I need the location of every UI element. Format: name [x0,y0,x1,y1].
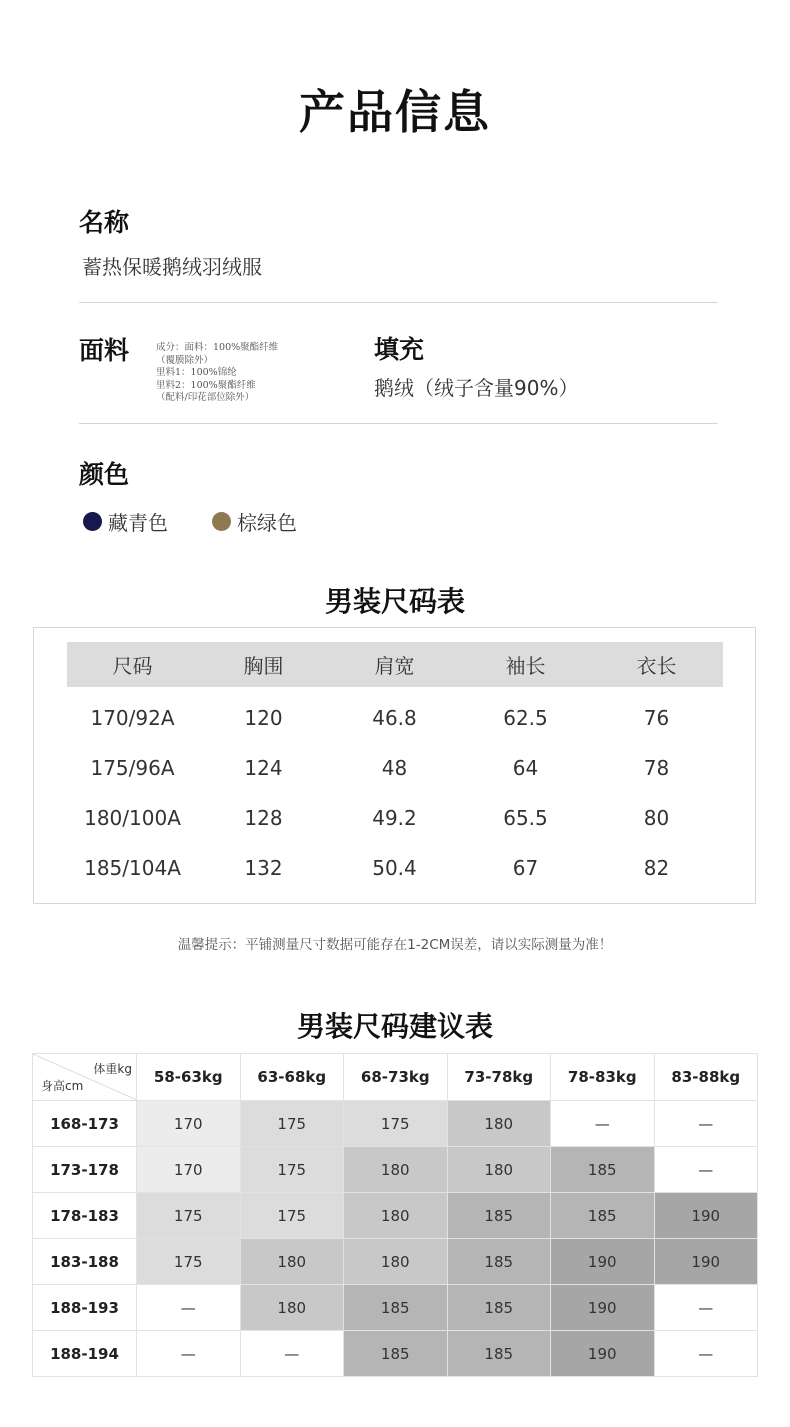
weight-header: 58-63kg [137,1054,241,1101]
size-cell: 185 [447,1285,551,1331]
size-cell: 185 [447,1239,551,1285]
table-row [67,743,723,793]
header-cell: 袖长 [505,654,546,678]
size-cell: — [654,1101,758,1147]
size-recommend-title: 男装尺码建议表 [296,1010,493,1043]
size-cell: — [551,1101,655,1147]
weight-header: 83-88kg [654,1054,758,1101]
size-cell: 190 [654,1239,758,1285]
color-swatch-brown-green [212,512,231,531]
height-axis-label: 身高cm [41,1079,84,1093]
table-cell: 124 [244,756,283,780]
corner-cell [33,1054,137,1101]
page-title: 产品信息 [299,85,491,139]
height-header: 173-178 [33,1147,137,1193]
size-cell: — [654,1147,758,1193]
size-cell: 175 [240,1147,344,1193]
filling-label: 填充 [374,335,425,364]
height-header: 183-188 [33,1239,137,1285]
table-cell: 82 [643,856,670,880]
table-row [33,1285,758,1331]
table-cell: 185/104A [84,856,181,880]
header-cell: 胸围 [243,654,284,678]
size-recommend-table [32,1053,758,1377]
table-row [67,843,723,893]
weight-axis-label: 体重kg [93,1062,132,1076]
table-cell: 120 [244,706,283,730]
table-row [33,1147,758,1193]
table-cell: 62.5 [503,706,548,730]
size-cell: 180 [447,1147,551,1193]
size-cell: 185 [551,1147,655,1193]
table-cell: 50.4 [372,856,417,880]
header-cell: 衣长 [636,654,677,678]
table-cell: 46.8 [372,706,417,730]
name-label: 名称 [79,208,130,237]
weight-header: 63-68kg [240,1054,344,1101]
height-header: 168-173 [33,1101,137,1147]
color-list [83,507,341,536]
table-cell: 76 [643,706,670,730]
size-cell: — [654,1285,758,1331]
size-table [33,627,756,904]
size-cell: 175 [240,1101,344,1147]
table-cell: 80 [643,806,670,830]
fabric-composition: 成分：面料：100%聚酯纤维 （覆膜除外） 里料1：100%锦纶 里料2：100%聚酯纤维 （配料/印花部位除外） [156,342,279,403]
size-cell: 170 [137,1101,241,1147]
color-name: 棕绿色 [237,511,297,535]
table-cell: 180/100A [84,806,181,830]
table-row [33,1331,758,1377]
size-cell: 170 [137,1147,241,1193]
table-cell: 175/96A [90,756,175,780]
table-row [67,693,723,743]
color-option [212,507,297,536]
size-cell: 190 [551,1285,655,1331]
table-cell: 67 [512,856,539,880]
size-cell: 190 [551,1239,655,1285]
table-row [33,1101,758,1147]
size-cell: 180 [344,1239,448,1285]
size-cell: 180 [447,1101,551,1147]
header-cell: 肩宽 [374,654,415,678]
height-header: 188-193 [33,1285,137,1331]
size-cell: 185 [551,1193,655,1239]
size-cell: 180 [240,1239,344,1285]
size-cell: 185 [447,1331,551,1377]
measurement-tip: 温馨提示：平铺测量尺寸数据可能存在1-2CM误差，请以实际测量为准！ [177,937,613,953]
table-cell: 48 [381,756,408,780]
color-swatch-navy [83,512,102,531]
table-row [33,1193,758,1239]
weight-header: 78-83kg [551,1054,655,1101]
size-cell: — [137,1285,241,1331]
table-row [33,1239,758,1285]
size-cell: — [240,1331,344,1377]
size-cell: 175 [344,1101,448,1147]
height-header: 178-183 [33,1193,137,1239]
size-cell: — [654,1331,758,1377]
table-cell: 64 [512,756,539,780]
color-option [83,507,168,536]
size-cell: 190 [551,1331,655,1377]
size-cell: 185 [344,1285,448,1331]
color-label: 颜色 [79,460,130,489]
size-cell: 180 [344,1193,448,1239]
size-table-title: 男装尺码表 [324,585,465,618]
table-row [67,793,723,843]
fabric-label: 面料 [79,336,130,365]
color-name: 藏青色 [108,511,168,535]
size-cell: 175 [137,1239,241,1285]
table-cell: 132 [244,856,283,880]
size-cell: — [137,1331,241,1377]
table-cell: 78 [643,756,670,780]
size-table-header [67,642,723,687]
height-header: 188-194 [33,1331,137,1377]
header-cell: 尺码 [112,654,153,678]
name-value: 蓄热保暖鹅绒羽绒服 [82,255,262,279]
table-header-row [33,1054,758,1101]
size-cell: 190 [654,1193,758,1239]
table-cell: 170/92A [90,706,175,730]
weight-header: 68-73kg [344,1054,448,1101]
filling-value: 鹅绒（绒子含量90%） [374,376,579,400]
divider [79,423,718,424]
size-cell: 185 [344,1331,448,1377]
divider [79,302,718,303]
size-cell: 185 [447,1193,551,1239]
table-cell: 65.5 [503,806,548,830]
size-cell: 175 [240,1193,344,1239]
table-cell: 49.2 [372,806,417,830]
size-cell: 175 [137,1193,241,1239]
weight-header: 73-78kg [447,1054,551,1101]
size-cell: 180 [344,1147,448,1193]
table-cell: 128 [244,806,283,830]
size-cell: 180 [240,1285,344,1331]
